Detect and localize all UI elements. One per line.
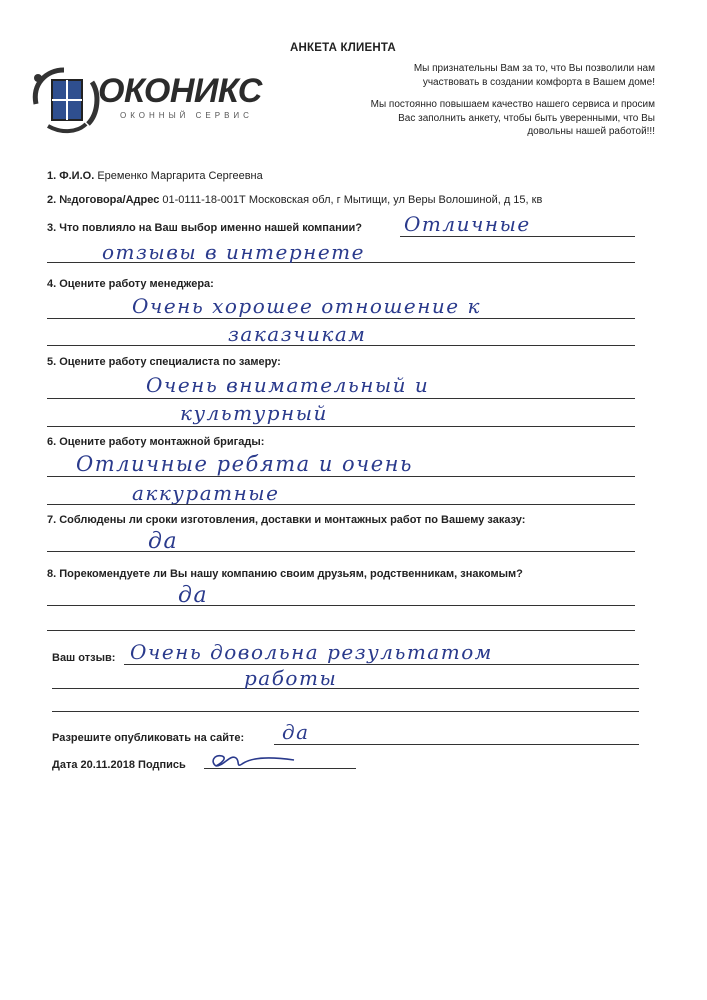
handwritten-answer: культурный [180, 401, 328, 425]
question-6 [47, 436, 264, 448]
fio-row [47, 170, 263, 182]
contract-row [47, 194, 647, 206]
answer-line [47, 605, 635, 606]
answer-line [52, 688, 639, 689]
form-title: АНКЕТА КЛИЕНТА [290, 42, 396, 54]
handwritten-answer: Очень хорошее отношение к [132, 294, 481, 318]
question-label: 4. Оцените работу менеджера: [47, 278, 214, 290]
request-line: Вас заполнить анкету, чтобы быть уверенными, что Вы [398, 112, 655, 124]
question-label: 7. Соблюдены ли сроки изготовления, доставки и монтажных работ по Вашему заказу: [47, 514, 526, 526]
request-text [325, 98, 655, 139]
request-line: довольны нашей работой!!! [527, 126, 655, 137]
question-4 [47, 278, 214, 290]
question-label: 5. Оцените работу специалиста по замеру: [47, 356, 281, 368]
thanks-text [325, 62, 655, 89]
signature-scribble [206, 748, 306, 774]
handwritten-answer: Отличные ребята и очень [76, 452, 413, 476]
fio-label: 1. Ф.И.О. [47, 170, 95, 182]
handwritten-answer: Отличные [404, 212, 531, 236]
contract-label: 2. №договора/Адрес [47, 194, 160, 206]
publish-row [52, 732, 244, 744]
answer-line [47, 426, 635, 427]
answer-line [400, 236, 635, 237]
answer-line [47, 398, 635, 399]
company-logo [28, 64, 268, 138]
footer-row [52, 759, 186, 771]
logo-wordmark: ОКОНИКС [98, 72, 262, 110]
thanks-line: участвовать в создании комфорта в Вашем доме! [422, 76, 655, 88]
question-8 [47, 568, 523, 580]
request-line: Мы постоянно повышаем качество нашего сервиса и просим [370, 99, 655, 110]
answer-line [47, 476, 635, 477]
review-label: Ваш отзыв: [52, 652, 116, 664]
answer-line [47, 318, 635, 319]
question-5 [47, 356, 281, 368]
publish-label: Разрешите опубликовать на сайте: [52, 732, 245, 744]
logo-tagline: ОКОННЫЙ СЕРВИС [120, 111, 253, 120]
question-7 [47, 514, 525, 526]
date-label: Дата 20.11.2018 [52, 759, 135, 771]
window-logo-icon [28, 64, 108, 138]
answer-line [47, 551, 635, 552]
handwritten-answer: да [148, 529, 179, 554]
handwritten-answer: заказчикам [228, 322, 367, 346]
handwritten-answer: работы [244, 666, 338, 690]
question-label: 6. Оцените работу монтажной бригады: [47, 436, 265, 448]
question-label: 8. Порекомендуете ли Вы нашу компанию своим друзьям, родственникам, знакомым? [47, 568, 523, 580]
handwritten-answer: отзывы в интернете [102, 240, 365, 264]
question-label: 3. Что повлияло на Ваш выбор именно нашей компании? [47, 222, 362, 234]
handwritten-answer: аккуратные [132, 481, 280, 505]
handwritten-answer: Очень внимательный и [146, 373, 430, 397]
question-3 [47, 222, 362, 234]
answer-line [52, 711, 639, 712]
review-row [52, 652, 115, 664]
fio-value: Еременко Маргарита Сергеевна [97, 170, 263, 182]
handwritten-answer: да [282, 720, 310, 744]
handwritten-answer: да [178, 583, 209, 608]
handwritten-answer: Очень довольна результатом [130, 640, 493, 664]
contract-value: 01-0111-18-001Т Московская обл, г Мытищи, ул Веры Волошиной, д 15, кв [162, 194, 543, 206]
answer-line [124, 664, 639, 665]
answer-line [274, 744, 639, 745]
thanks-line: Мы признательны Вам за то, что Вы позволили нам [413, 63, 655, 74]
signature-label: Подпись [138, 759, 186, 771]
answer-line [47, 630, 635, 631]
